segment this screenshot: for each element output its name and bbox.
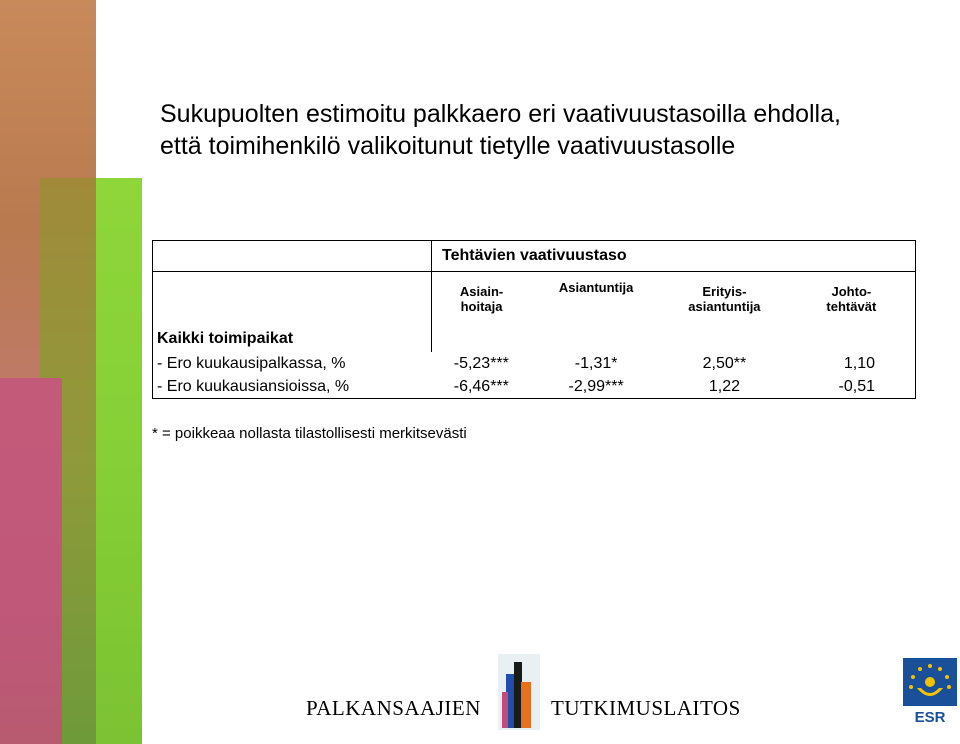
table-empty-cell: [661, 326, 788, 352]
row-label: - Ero kuukausipalkassa, %: [153, 352, 432, 375]
column-header-line: Asiantuntija: [558, 280, 634, 295]
table-section-row: [153, 326, 916, 352]
page-title: [160, 98, 940, 162]
table-cell: -0,51: [788, 375, 916, 399]
table-cell: 1,10: [788, 352, 916, 375]
column-header-line: asiantuntija: [688, 299, 761, 314]
pt-logo-icon: [494, 652, 544, 732]
column-header-line: tehtävät: [826, 299, 877, 314]
column-header-line: Asiain-: [459, 284, 504, 299]
logo-text-palkansaajien: PALKANSAAJIEN: [306, 696, 481, 720]
column-header-asiantuntija: [531, 272, 661, 327]
decorative-bar-green: [96, 178, 142, 744]
esr-logo-label: ESR: [914, 709, 946, 726]
table-column-header-row: [153, 272, 916, 327]
title-line-1: Sukupuolten estimoitu palkkaero eri vaativuustasoilla ehdolla,: [160, 100, 841, 128]
table-cell: 2,50**: [702, 354, 747, 372]
column-header-asiainhoitaja: [432, 272, 532, 327]
table-cell: -5,23***: [453, 354, 509, 372]
title-line-2: että toimihenkilö valikoitunut tietylle vaativuustasolle: [160, 132, 736, 160]
logo-text-tutkimuslaitos: TUTKIMUSLAITOS: [551, 696, 741, 720]
table-empty-cell: [153, 272, 432, 327]
table-group-header: Tehtävien vaativuustaso: [432, 241, 916, 272]
column-header-line: hoitaja: [460, 299, 503, 314]
section-label: Kaikki toimipaikat: [153, 326, 432, 352]
column-header-line: Erityis-: [702, 284, 747, 299]
table-empty-cell: [432, 326, 532, 352]
esr-logo-icon: [903, 658, 957, 726]
column-header-line: Johto-: [831, 284, 872, 299]
table-corner-cell: [153, 241, 432, 272]
table-cell: -6,46***: [432, 375, 532, 399]
wage-gap-table: [152, 240, 916, 399]
table-row: [153, 375, 916, 399]
table-row: [153, 352, 916, 375]
table-cell: -2,99***: [531, 375, 661, 399]
table-cell: -1,31*: [574, 354, 618, 372]
table-cell: 1,22: [661, 375, 788, 399]
table-group-header-row: [153, 241, 916, 272]
row-label: - Ero kuukausiansioissa, %: [153, 375, 432, 399]
significance-note: * = poikkeaa nollasta tilastollisesti merkitsevästi: [152, 425, 467, 442]
decorative-bar-magenta: [0, 378, 62, 744]
column-header-johtotehtavat: [788, 272, 916, 327]
column-header-erityisasiantuntija: [661, 272, 788, 327]
table-empty-cell: [788, 326, 916, 352]
table-empty-cell: [531, 326, 661, 352]
